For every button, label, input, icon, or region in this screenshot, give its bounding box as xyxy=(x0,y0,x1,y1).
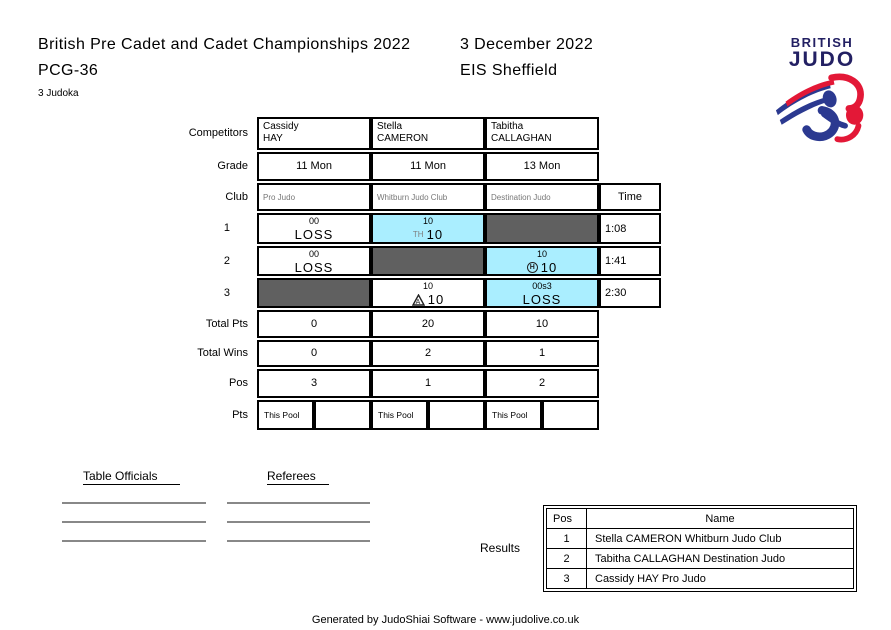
competitor-2-pts-value-cell xyxy=(428,400,485,430)
label-match-3: 3 xyxy=(223,287,230,299)
match-2-c3-score: 10 xyxy=(536,249,547,259)
competitor-3-grade: 13 Mon xyxy=(485,152,599,181)
competitor-2-last: CAMERON xyxy=(377,133,429,144)
competitor-3-first: Tabitha xyxy=(491,121,524,132)
venue: EIS Sheffield xyxy=(460,62,558,79)
match-2-c3-result-value: 10 xyxy=(540,260,558,275)
match-3-c2-result-value: 10 xyxy=(427,292,445,307)
armlock-icon xyxy=(412,294,425,306)
label-pos: Pos xyxy=(229,377,248,389)
results-row-2-pos: 2 xyxy=(547,549,587,568)
results-col-pos: Pos xyxy=(547,509,587,528)
match-3-competitor-3-cell xyxy=(485,278,599,308)
competitor-1-total-pts: 0 xyxy=(257,310,371,338)
competitor-3-total-wins: 1 xyxy=(485,340,599,367)
competitor-2-club: Whitburn Judo Club xyxy=(377,192,448,202)
competitor-3-club-cell xyxy=(485,183,599,211)
match-1-c1-result: LOSS xyxy=(294,227,334,242)
competitor-2-pos: 1 xyxy=(371,369,485,398)
competitor-3-pts-label-cell xyxy=(485,400,542,430)
results-header-row xyxy=(547,509,853,528)
judo-throw-figure-icon xyxy=(774,70,870,145)
competitor-3-total-pts: 10 xyxy=(485,310,599,338)
match-1-time: 1:08 xyxy=(599,213,661,244)
this-pool-label-3: This Pool xyxy=(492,410,528,420)
match-1-competitor-1-cell xyxy=(257,213,371,244)
match-1-c2-score: 10 xyxy=(422,216,433,226)
tournament-title: British Pre Cadet and Cadet Championships 2022 xyxy=(38,36,411,53)
referees-signature-line xyxy=(227,521,370,523)
match-3-time: 2:30 xyxy=(599,278,661,308)
competitor-1-grade: 11 Mon xyxy=(257,152,371,181)
competitor-3-last: CALLAGHAN xyxy=(491,133,552,144)
label-club: Club xyxy=(225,191,248,203)
match-3-c3-result: LOSS xyxy=(522,292,562,307)
this-pool-label-1: This Pool xyxy=(264,410,300,420)
match-3-c2-result xyxy=(373,292,483,307)
match-2-competitor-3-cell xyxy=(485,246,599,276)
competitor-1-name-cell xyxy=(257,117,371,150)
competitor-2-total-wins: 2 xyxy=(371,340,485,367)
competitor-1-pos: 3 xyxy=(257,369,371,398)
match-1-c2-result xyxy=(373,227,483,242)
label-competitors: Competitors xyxy=(188,127,248,139)
results-row-1 xyxy=(547,528,853,548)
competitor-2-first: Stella xyxy=(377,121,403,132)
competitor-3-pts-value-cell xyxy=(542,400,599,430)
results-row-3-pos: 3 xyxy=(547,569,587,588)
competitor-2-total-pts: 20 xyxy=(371,310,485,338)
competitor-2-pts-label-cell xyxy=(371,400,428,430)
competitor-1-pts-value-cell xyxy=(314,400,371,430)
judoka-count: 3 Judoka xyxy=(38,88,79,99)
table-officials-signature-line xyxy=(62,521,206,523)
match-2-c3-result xyxy=(487,260,597,275)
hold-icon: H xyxy=(527,262,538,273)
match-1-c2-result-value: 10 xyxy=(426,227,444,242)
referees-heading: Referees xyxy=(267,469,329,485)
competitor-1-club-cell xyxy=(257,183,371,211)
match-1-competitor-2-cell xyxy=(371,213,485,244)
competitor-3-name-cell xyxy=(485,117,599,150)
table-officials-signature-line xyxy=(62,502,206,504)
results-row-3-name: Cassidy HAY Pro Judo xyxy=(595,572,706,585)
label-pts: Pts xyxy=(232,409,248,421)
match-1-c1-score: 00 xyxy=(308,216,319,226)
label-total-pts: Total Pts xyxy=(205,318,248,330)
results-row-2-name: Tabitha CALLAGHAN Destination Judo xyxy=(595,552,786,565)
match-3-competitor-2-cell xyxy=(371,278,485,308)
british-judo-logo xyxy=(772,36,872,150)
match-2-c1-result: LOSS xyxy=(294,260,334,275)
competitor-1-club: Pro Judo xyxy=(263,192,296,202)
label-match-1: 1 xyxy=(223,222,230,234)
table-officials-signature-line xyxy=(62,540,206,542)
competitor-1-pts-label-cell xyxy=(257,400,314,430)
referees-signature-line xyxy=(227,540,370,542)
match-2-c1-score: 00 xyxy=(308,249,319,259)
table-officials-heading: Table Officials xyxy=(83,469,180,485)
tournament-date: 3 December 2022 xyxy=(460,36,594,53)
referees-signature-line xyxy=(227,502,370,504)
svg-text:A: A xyxy=(415,298,422,306)
competitor-2-club-cell xyxy=(371,183,485,211)
competitor-1-first: Cassidy xyxy=(263,121,299,132)
logo-text-judo: JUDO xyxy=(788,48,856,71)
match-2-no-match-cell xyxy=(371,246,485,276)
logo-text-british: BRITISH xyxy=(790,35,854,50)
category-code: PCG-36 xyxy=(38,62,99,79)
competitor-3-pos: 2 xyxy=(485,369,599,398)
competitor-3-club: Destination Judo xyxy=(491,192,551,202)
match-3-c3-score: 00s3 xyxy=(532,281,552,291)
results-row-2 xyxy=(547,548,853,568)
competitor-1-total-wins: 0 xyxy=(257,340,371,367)
label-grade: Grade xyxy=(217,160,248,172)
this-pool-label-2: This Pool xyxy=(378,410,414,420)
match-3-c2-score: 10 xyxy=(422,281,433,291)
competitor-2-name-cell xyxy=(371,117,485,150)
competitor-1-last: HAY xyxy=(263,133,283,144)
competitor-2-grade: 11 Mon xyxy=(371,152,485,181)
results-label: Results xyxy=(480,541,521,555)
results-row-1-pos: 1 xyxy=(547,529,587,548)
match-3-no-match-cell xyxy=(257,278,371,308)
match-1-no-match-cell xyxy=(485,213,599,244)
match-2-competitor-1-cell xyxy=(257,246,371,276)
label-total-wins: Total Wins xyxy=(197,347,248,359)
results-col-name: Name xyxy=(705,512,735,525)
results-row-1-name: Stella CAMERON Whitburn Judo Club xyxy=(595,532,782,545)
label-match-2: 2 xyxy=(223,255,230,267)
results-table xyxy=(543,505,857,592)
match-2-time: 1:41 xyxy=(599,246,661,276)
throw-icon: TH xyxy=(412,230,424,239)
generator-credit: Generated by JudoShiai Software - www.judolive.co.uk xyxy=(311,614,580,626)
results-row-3 xyxy=(547,568,853,588)
time-column-header: Time xyxy=(599,183,661,211)
